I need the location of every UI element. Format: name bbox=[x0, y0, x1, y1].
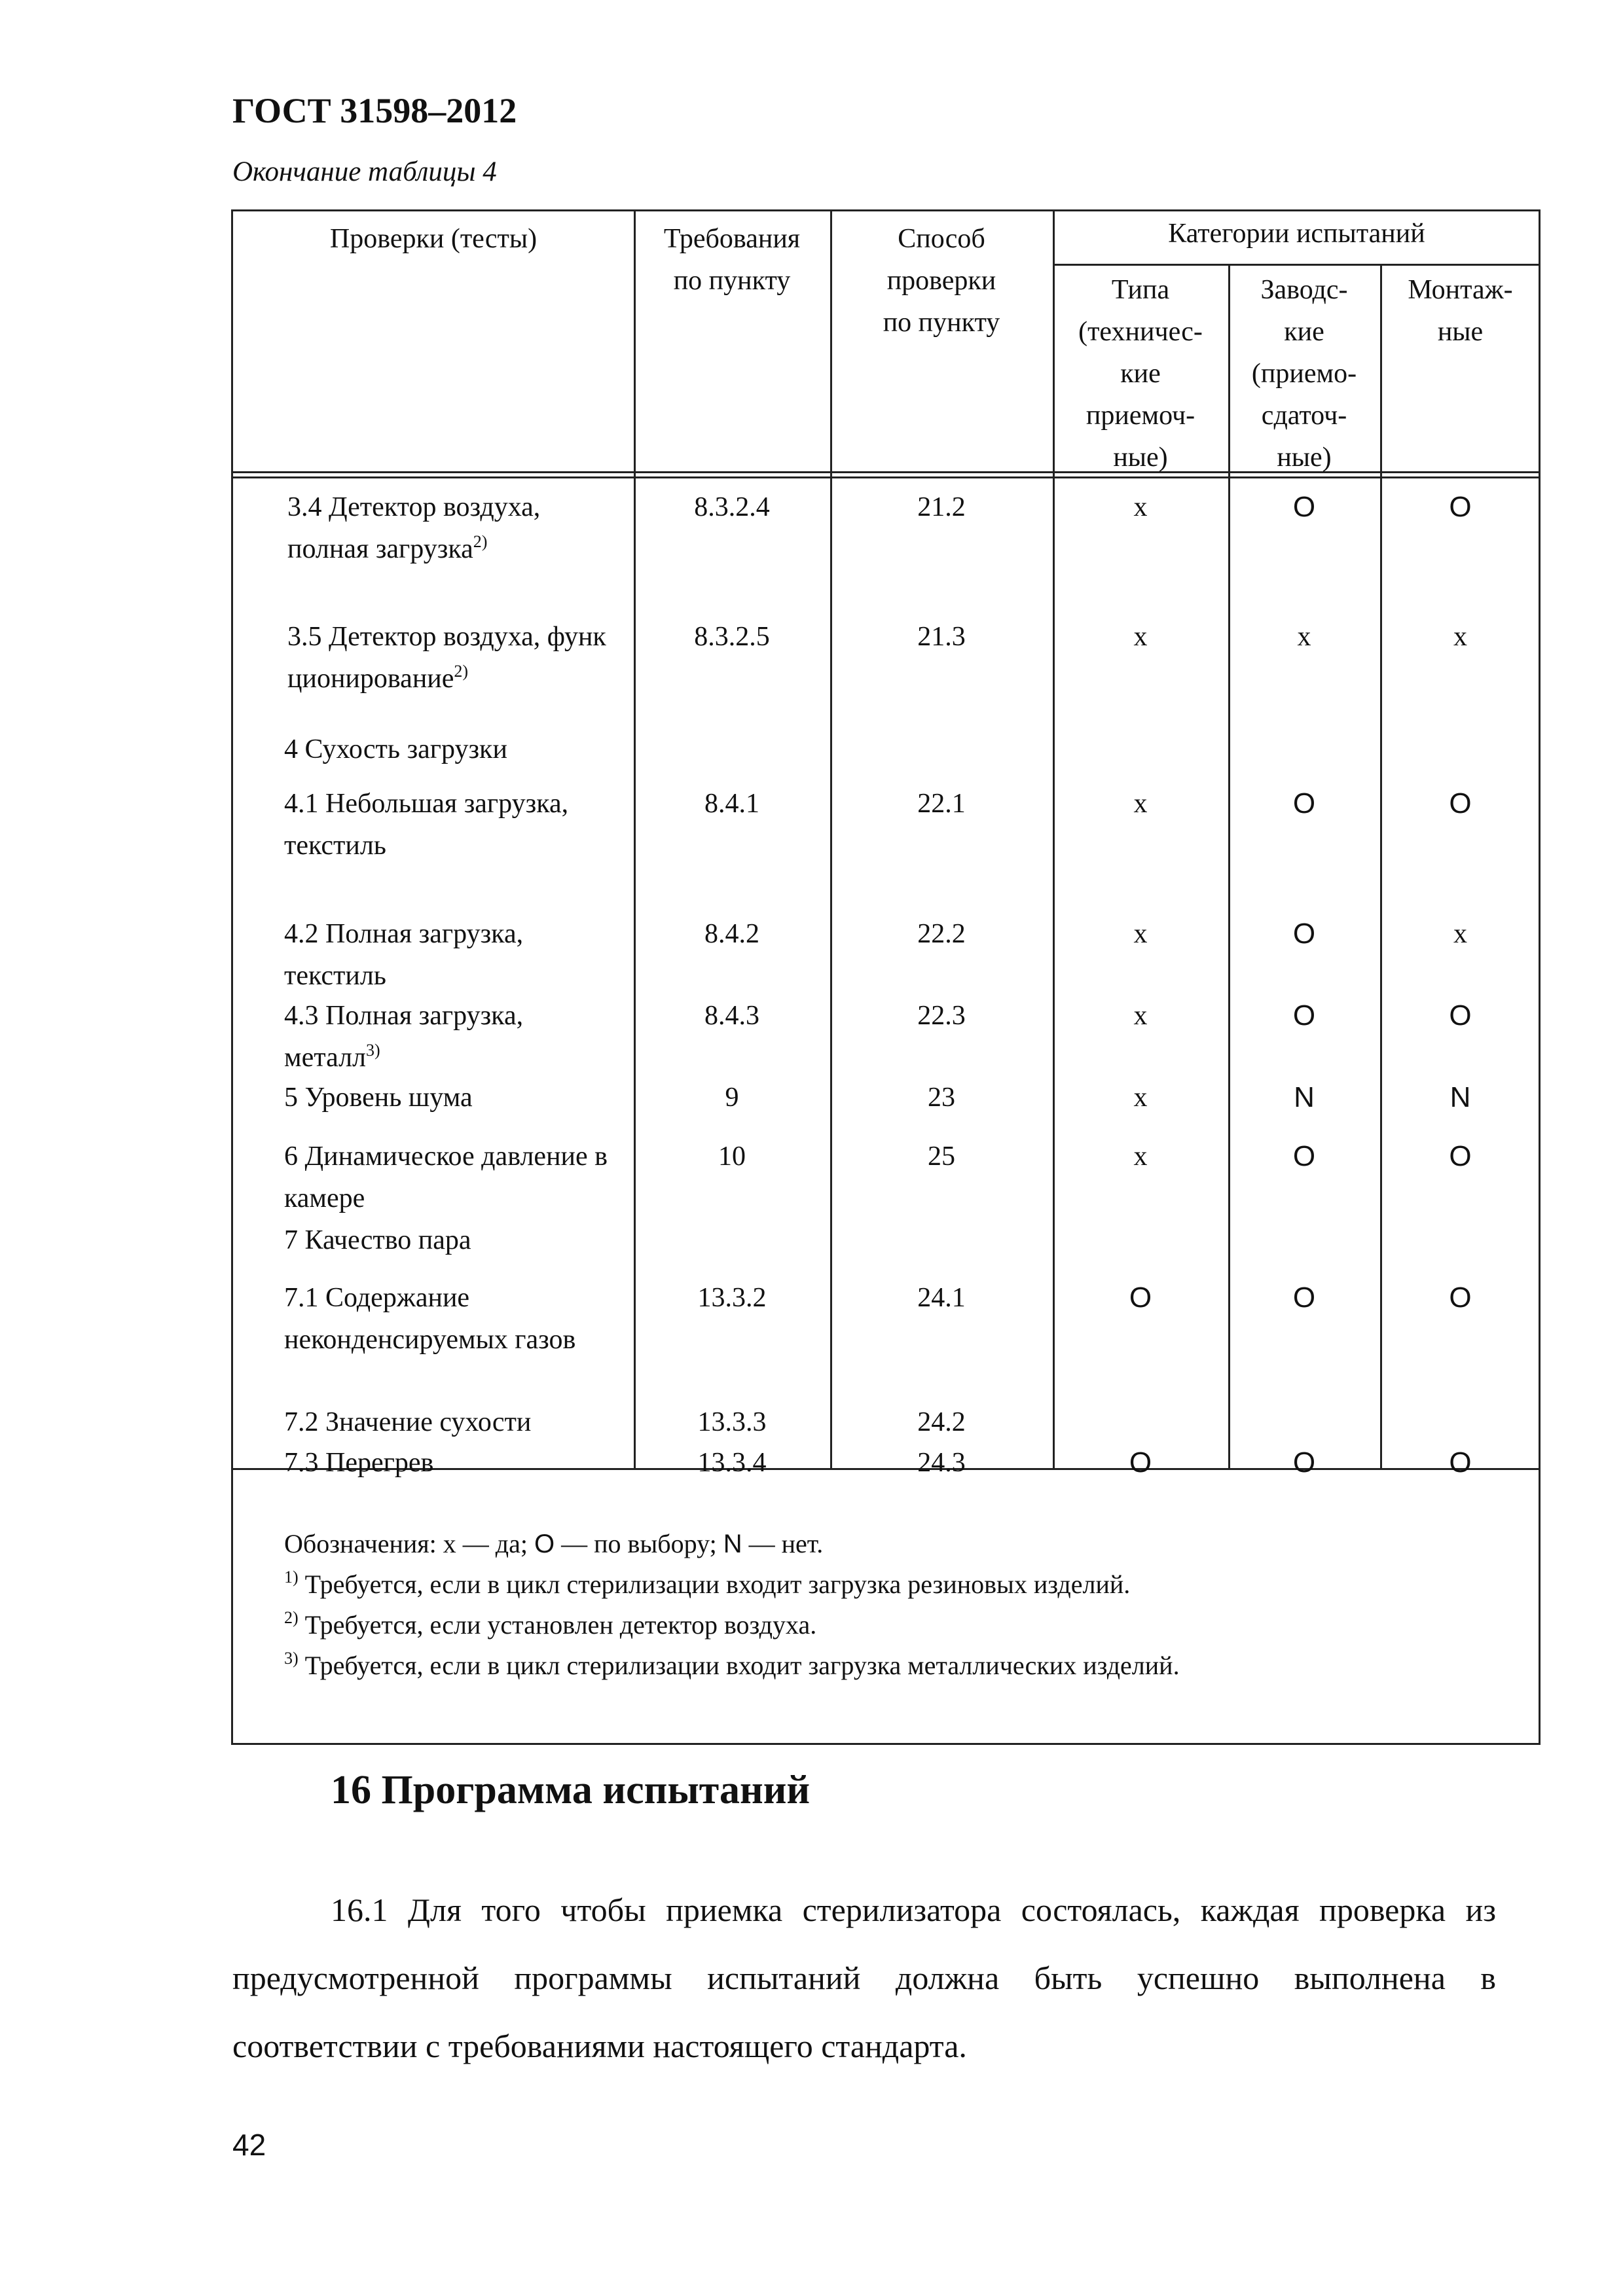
header-type-tests bbox=[1053, 269, 1228, 478]
row-check-name: 7.3 Перегрев bbox=[284, 1448, 434, 1478]
row-installation-tests: N bbox=[1450, 1081, 1471, 1113]
row-method: 25 bbox=[928, 1141, 955, 1172]
row-factory-tests: O bbox=[1292, 1282, 1316, 1314]
table-caption: Окончание таблицы 4 bbox=[232, 156, 497, 187]
header-categories: Категории испытаний bbox=[1168, 219, 1425, 249]
header-line: Заводс- bbox=[1260, 275, 1348, 305]
header-factory-tests bbox=[1228, 269, 1380, 478]
row-method: 22.3 bbox=[917, 1001, 966, 1031]
legend-note-1: $^{1)}$ Требуется, если в цикл стерилизации входит загрузка резиновых изделий. bbox=[284, 1568, 1131, 1599]
row-check-name: 7 Качество пара bbox=[284, 1225, 471, 1255]
header-line: ные) bbox=[1113, 442, 1168, 473]
header-installation-tests bbox=[1380, 269, 1541, 353]
header-line: Монтаж- bbox=[1408, 275, 1513, 305]
row-type-tests: x bbox=[1133, 789, 1148, 819]
header-line: (приемо- bbox=[1251, 359, 1357, 389]
legend-o-symbol: O bbox=[534, 1530, 555, 1558]
legend-designations bbox=[284, 1524, 823, 1564]
header-line: сдаточ- bbox=[1261, 401, 1347, 431]
row-factory-tests: O bbox=[1292, 1446, 1316, 1479]
row-factory-tests: O bbox=[1292, 787, 1316, 819]
row-check-name: 4.3 Полная загрузка, металл$^{3)}$ bbox=[284, 1001, 524, 1073]
row-method: 22.2 bbox=[917, 919, 966, 949]
header-line: проверки bbox=[886, 266, 996, 296]
row-type-tests: x bbox=[1133, 1083, 1148, 1113]
row-check-name: 3.4 Детектор воздуха, полная загрузка$^{2)}$ bbox=[287, 492, 541, 564]
legend-note-3: $^{3)}$ Требуется, если в цикл стерилизации входит загрузка металлических изделий. bbox=[284, 1649, 1180, 1680]
row-requirement: 13.3.3 bbox=[697, 1407, 767, 1437]
header-line: Типа bbox=[1111, 275, 1170, 305]
row-method: 21.2 bbox=[917, 492, 966, 522]
row-method: 22.1 bbox=[917, 789, 966, 819]
row-check-name: 7.2 Значение сухости bbox=[284, 1407, 532, 1437]
row-method: 24.1 bbox=[917, 1283, 966, 1313]
page-number: 42 bbox=[232, 2128, 266, 2162]
header-line: ные) bbox=[1277, 442, 1332, 473]
row-check-name: 4.2 Полная загрузка, текстиль bbox=[284, 919, 524, 991]
legend-n-meaning: — нет. bbox=[742, 1529, 824, 1558]
row-factory-tests: x bbox=[1297, 622, 1311, 652]
section-heading: 16 Программа испытаний bbox=[331, 1768, 811, 1812]
row-factory-tests: O bbox=[1292, 999, 1316, 1031]
row-method: 24.3 bbox=[917, 1448, 966, 1478]
row-requirement: 10 bbox=[718, 1141, 746, 1172]
header-line: по пункту bbox=[673, 266, 791, 296]
legend-o-meaning: — по выбору; bbox=[555, 1529, 723, 1558]
row-type-tests: x bbox=[1133, 622, 1148, 652]
legend-note-2: $^{2)}$ Требуется, если установлен детектор воздуха. bbox=[284, 1608, 817, 1640]
row-factory-tests: O bbox=[1292, 491, 1316, 523]
row-type-tests: x bbox=[1133, 1001, 1148, 1031]
header-line: приемоч- bbox=[1085, 401, 1195, 431]
row-check-name: 5 Уровень шума bbox=[284, 1083, 473, 1113]
row-installation-tests: O bbox=[1449, 491, 1472, 523]
row-requirement: 8.4.2 bbox=[704, 919, 759, 949]
row-requirement: 8.3.2.4 bbox=[694, 492, 770, 522]
row-factory-tests: O bbox=[1292, 1140, 1316, 1172]
row-requirement: 13.3.2 bbox=[697, 1283, 767, 1313]
row-check-name: 3.5 Детектор воздуха, функ ционирование$^{2)}$ bbox=[287, 622, 606, 694]
header-line: кие bbox=[1284, 317, 1324, 347]
row-type-tests: x bbox=[1133, 919, 1148, 949]
row-requirement: 9 bbox=[725, 1083, 739, 1113]
header-line: Требования bbox=[663, 224, 801, 254]
row-method: 21.3 bbox=[917, 622, 966, 652]
row-method: 24.2 bbox=[917, 1407, 966, 1437]
row-installation-tests: x bbox=[1453, 919, 1467, 949]
row-type-tests: O bbox=[1129, 1282, 1152, 1314]
header-line: (техничес- bbox=[1078, 317, 1203, 347]
categories-divider bbox=[1053, 264, 1541, 266]
header-method bbox=[830, 218, 1053, 344]
row-installation-tests: O bbox=[1449, 1282, 1472, 1314]
row-requirement: 8.4.1 bbox=[704, 789, 759, 819]
row-check-name: 7.1 Содержание неконденсируемых газов bbox=[284, 1283, 576, 1355]
tests-table bbox=[231, 209, 1541, 1745]
legend-prefix: Обозначения: x — да; bbox=[284, 1529, 535, 1558]
header-line: ные bbox=[1437, 317, 1484, 347]
legend-n-symbol: N bbox=[723, 1530, 742, 1558]
row-check-name: 4.1 Небольшая загрузка, текстиль bbox=[284, 789, 569, 861]
row-check-name: 4 Сухость загрузки bbox=[284, 734, 507, 764]
row-check-name: 6 Динамическое давление в камере bbox=[284, 1141, 608, 1213]
row-installation-tests: O bbox=[1449, 787, 1472, 819]
row-type-tests: x bbox=[1133, 492, 1148, 522]
header-checks: Проверки (тесты) bbox=[329, 224, 538, 254]
row-installation-tests: O bbox=[1449, 1140, 1472, 1172]
document-standard-title: ГОСТ 31598–2012 bbox=[232, 91, 517, 130]
row-factory-tests: N bbox=[1294, 1081, 1315, 1113]
row-type-tests: x bbox=[1133, 1141, 1148, 1172]
section-paragraph: 16.1 Для того чтобы приемка стерилизатора состоялась, каждая проверка из предусмотренной программы испытаний должна быть успешно выполнена в соответствии с требованиями настоящего стандарта. bbox=[232, 1892, 1496, 2064]
row-type-tests: O bbox=[1129, 1446, 1152, 1479]
row-requirement: 13.3.4 bbox=[697, 1448, 767, 1478]
header-line: кие bbox=[1120, 359, 1161, 389]
header-line: по пункту bbox=[883, 308, 1000, 338]
header-requirements bbox=[634, 218, 830, 302]
row-requirement: 8.3.2.5 bbox=[694, 622, 770, 652]
row-installation-tests: x bbox=[1453, 622, 1467, 652]
row-factory-tests: O bbox=[1292, 918, 1316, 950]
header-line: Способ bbox=[898, 224, 985, 254]
row-requirement: 8.4.3 bbox=[704, 1001, 759, 1031]
row-method: 23 bbox=[928, 1083, 955, 1113]
row-installation-tests: O bbox=[1449, 1446, 1472, 1479]
row-installation-tests: O bbox=[1449, 999, 1472, 1031]
